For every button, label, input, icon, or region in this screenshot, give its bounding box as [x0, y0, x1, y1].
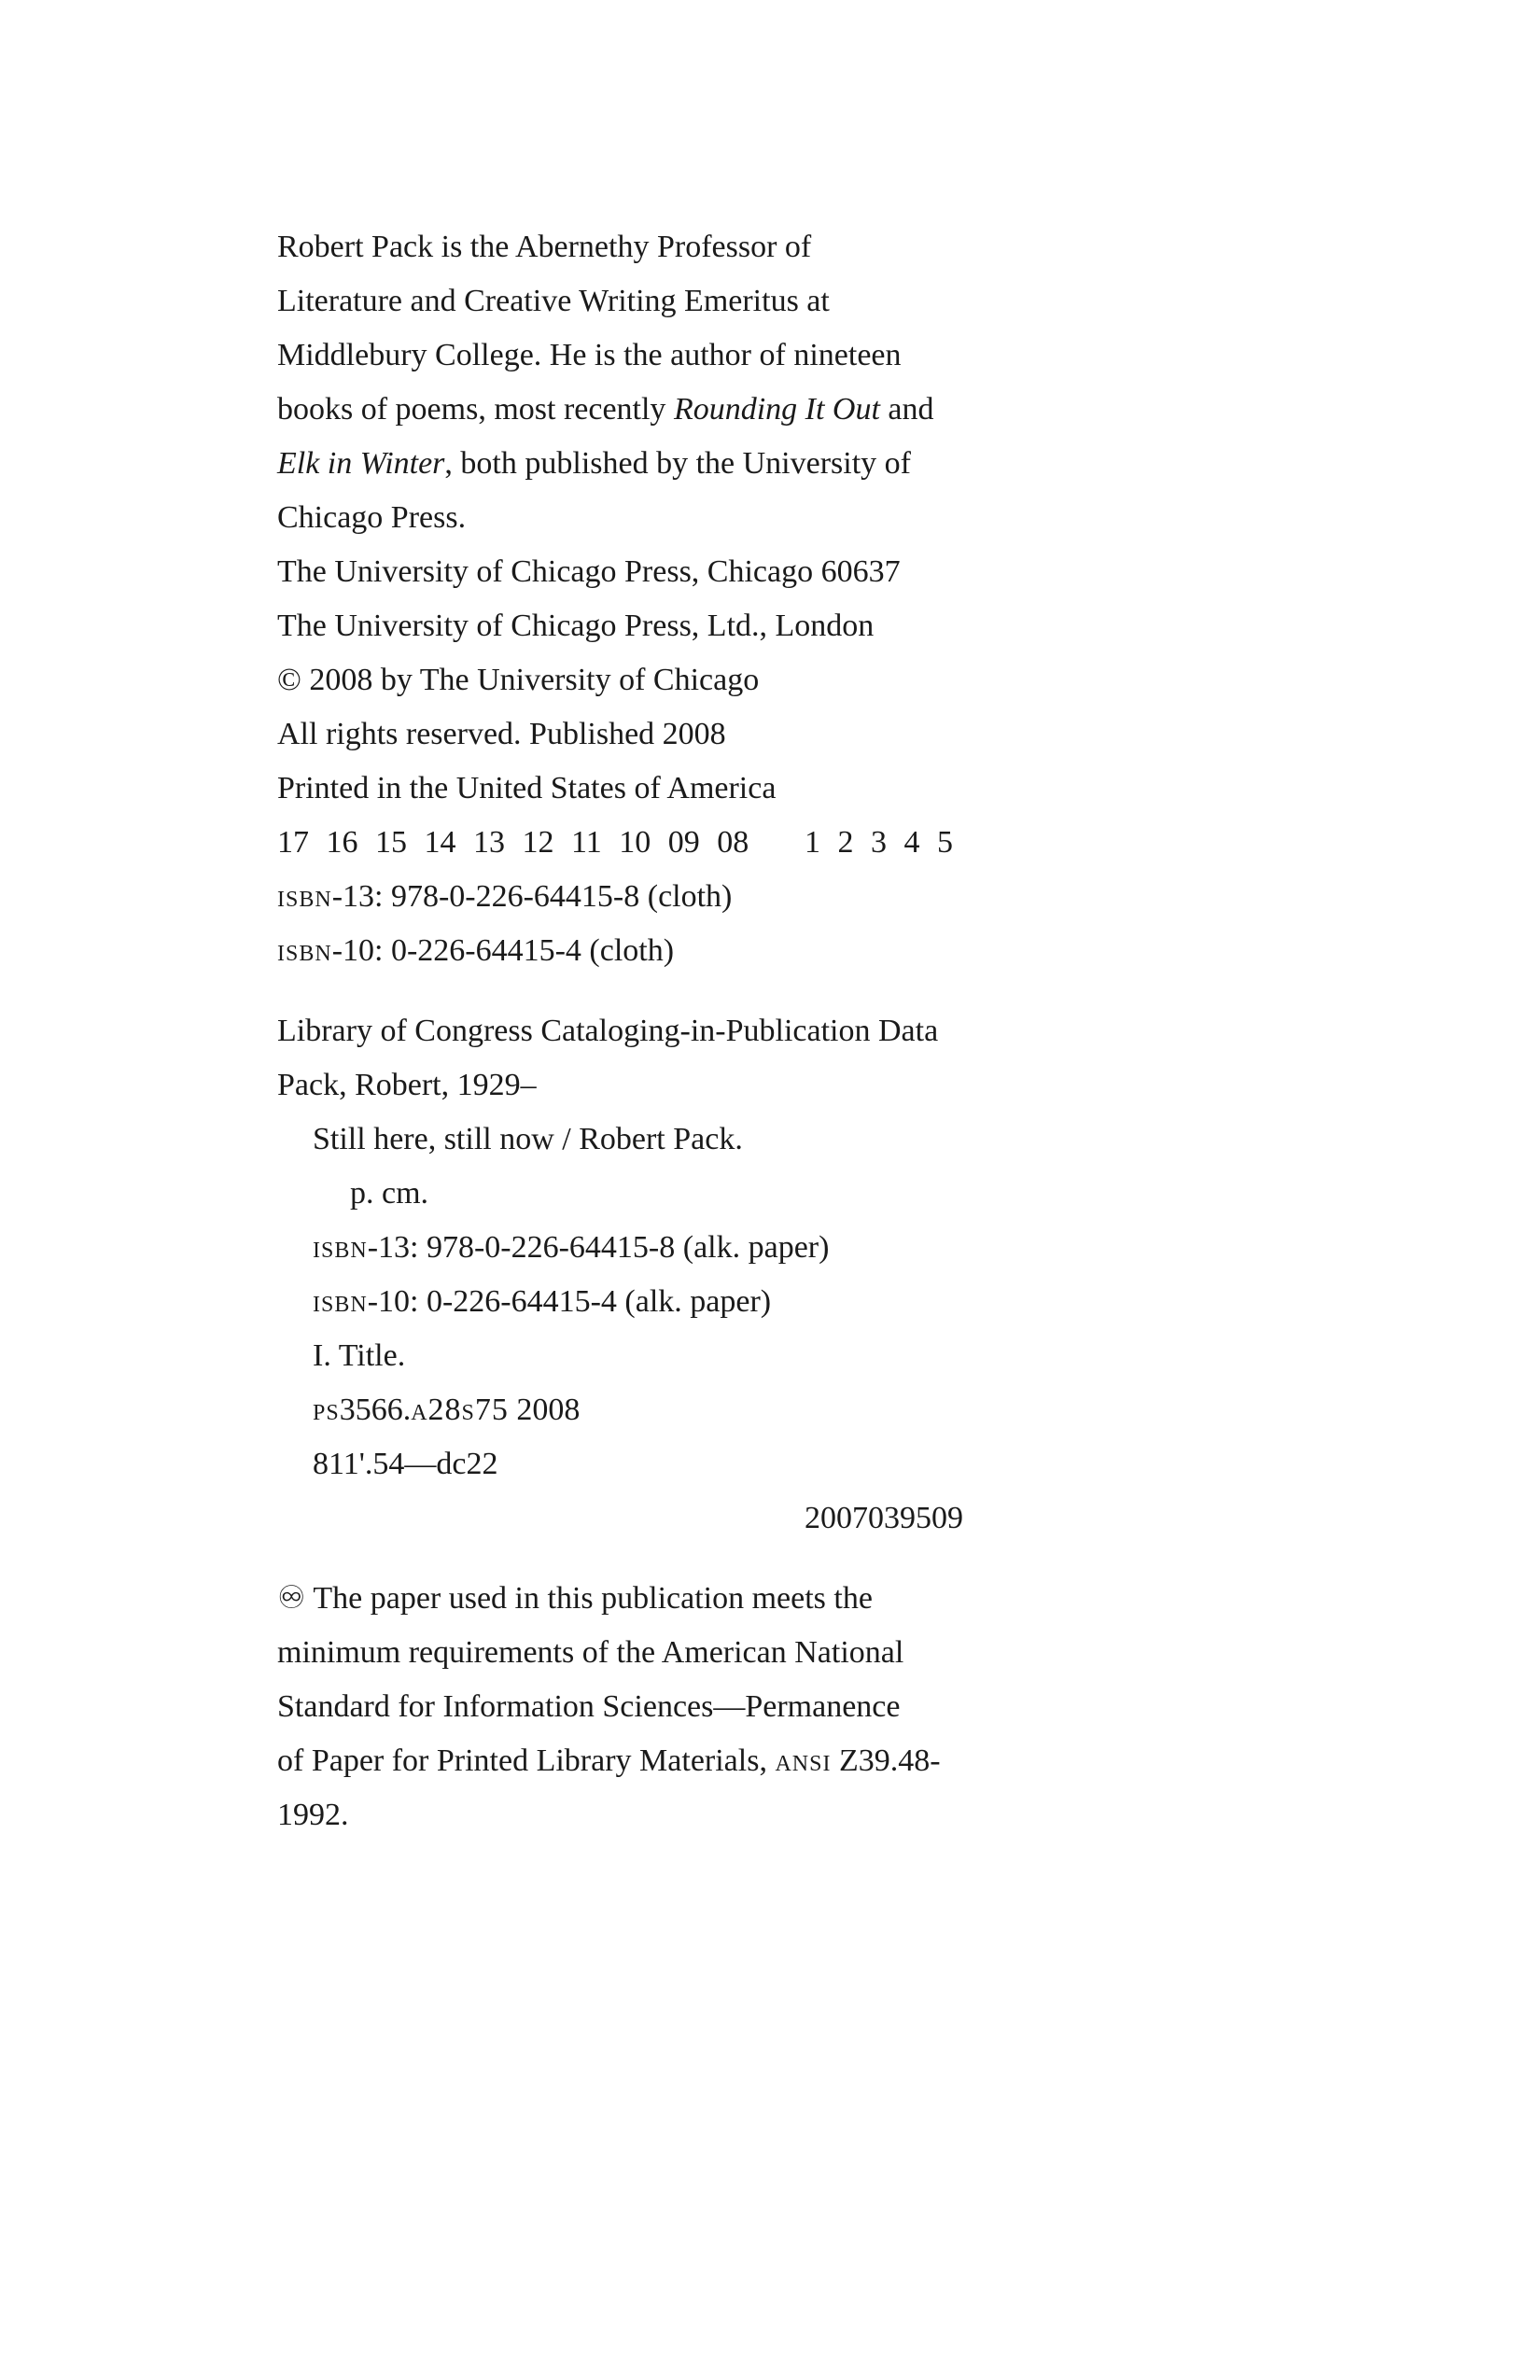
bio-line	[277, 437, 987, 491]
copyright-notice: © 2008 by The University of Chicago	[277, 663, 760, 697]
lc-cutter: a28s75	[411, 1393, 509, 1427]
paper-notice-line: minimum requirements of the American National	[277, 1635, 904, 1670]
print-years: 17 16 15 14 13 12 11 10 09 08	[277, 825, 749, 860]
paper-notice-line: Standard for Information Sciences—Permanence	[277, 1689, 901, 1724]
rights-notice: All rights reserved. Published 2008	[277, 717, 726, 751]
paper-notice-line: 1992.	[277, 1798, 349, 1832]
copyright-page	[277, 220, 987, 1842]
cip-isbn-13	[277, 1221, 987, 1275]
bio-line: Middlebury College. He is the author of nineteen	[277, 338, 902, 372]
isbn-label: isbn	[277, 879, 332, 914]
bio-text: books of poems, most recently	[277, 392, 674, 427]
bio-line	[277, 383, 987, 437]
isbn-value: -13: 978-0-226-64415-8 (cloth)	[331, 879, 733, 914]
isbn-value: -13: 978-0-226-64415-8 (alk. paper)	[367, 1230, 830, 1265]
print-impressions: 1 2 3 4 5	[805, 825, 953, 860]
bio-line: Robert Pack is the Abernethy Professor of	[277, 230, 812, 264]
cip-heading: Library of Congress Cataloging-in-Publication Data	[277, 1014, 939, 1048]
isbn-10	[277, 924, 987, 978]
book-title: Rounding It Out	[673, 392, 880, 427]
paper-notice-line	[277, 1734, 987, 1788]
lc-prefix: ps	[313, 1393, 340, 1427]
cip-isbn-10	[277, 1275, 987, 1329]
bio-line: Chicago Press.	[277, 500, 467, 535]
paper-notice-text: Z39.48-	[831, 1743, 941, 1778]
cip-title: Still here, still now / Robert Pack.	[313, 1122, 743, 1156]
isbn-value: -10: 0-226-64415-4 (cloth)	[331, 933, 675, 968]
ansi-label: ansi	[775, 1743, 832, 1778]
cip-subject: I. Title.	[313, 1338, 406, 1373]
printing-line	[277, 816, 987, 870]
bio-text: and	[879, 392, 934, 427]
paper-notice-text: of Paper for Printed Library Materials,	[277, 1743, 776, 1778]
paper-notice	[277, 1572, 987, 1842]
cip-lccn: 2007039509	[805, 1501, 963, 1535]
publisher-address: The University of Chicago Press, Ltd., London	[277, 609, 875, 643]
cip-author: Pack, Robert, 1929–	[277, 1068, 537, 1102]
bio-line: Literature and Creative Writing Emeritus at	[277, 284, 830, 318]
cip-dewey: 811'.54—dc22	[313, 1447, 498, 1481]
cip-collation: p. cm.	[350, 1176, 429, 1211]
lc-year: 2008	[508, 1393, 581, 1427]
bio-text: , both published by the University of	[444, 446, 911, 481]
author-bio	[277, 220, 987, 545]
isbn-label: isbn	[277, 933, 332, 968]
lc-number: 3566.	[339, 1393, 412, 1427]
book-title: Elk in Winter	[277, 446, 445, 481]
isbn-value: -10: 0-226-64415-4 (alk. paper)	[367, 1284, 772, 1319]
printed-in: Printed in the United States of America	[277, 771, 777, 805]
isbn-label: isbn	[313, 1284, 368, 1319]
isbn-13	[277, 870, 987, 924]
publisher-address: The University of Chicago Press, Chicago 60637	[277, 554, 901, 589]
cip-data	[277, 1004, 987, 1546]
paper-notice-line: ♾ The paper used in this publication meets the	[277, 1581, 873, 1616]
isbn-label: isbn	[313, 1230, 368, 1265]
cip-lc-class	[277, 1383, 987, 1437]
publisher-info	[277, 545, 987, 978]
